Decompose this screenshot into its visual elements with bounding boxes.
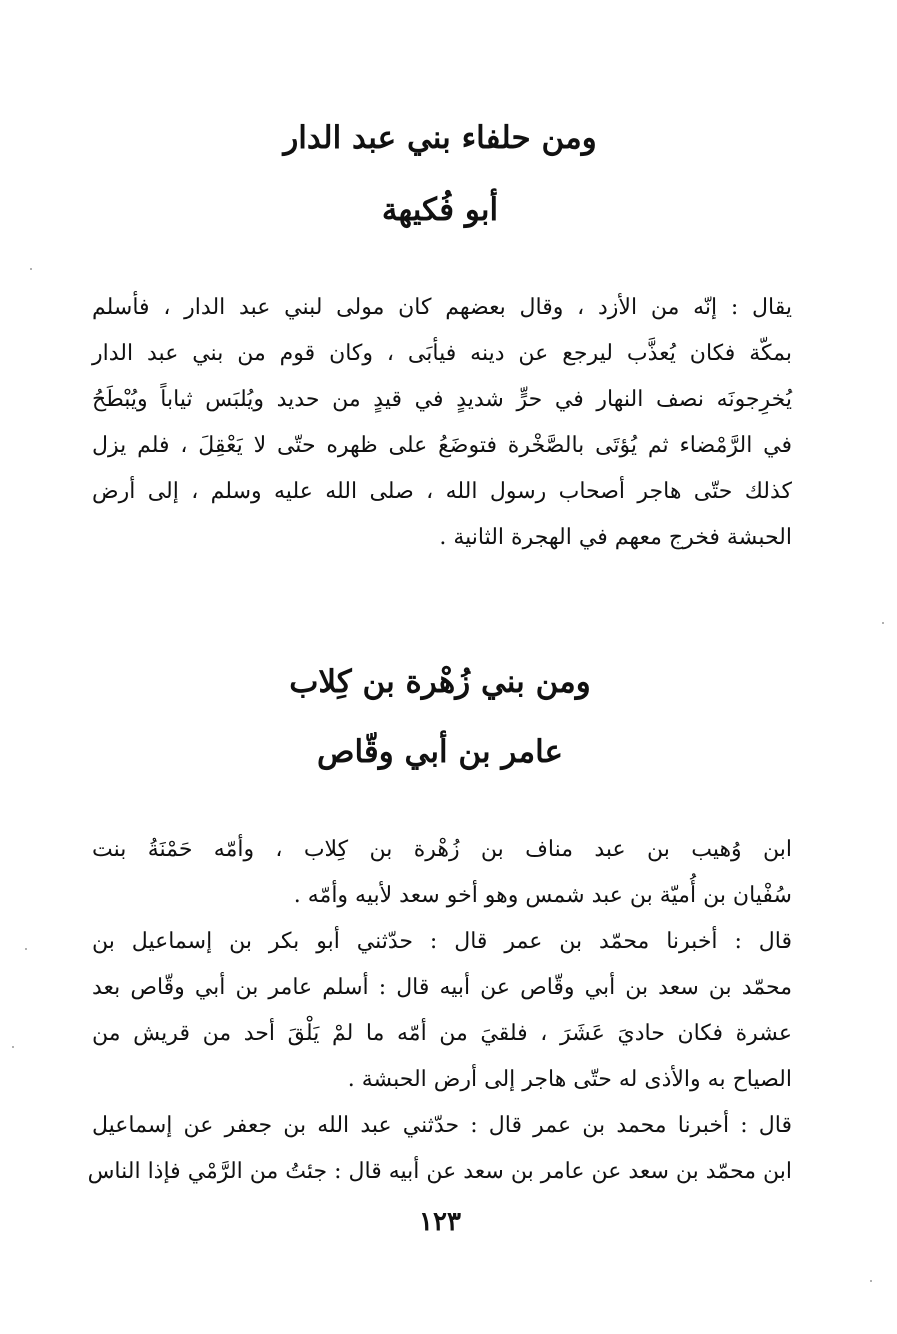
text-line: يقال : إنّه من الأزد ، وقال بعضهم كان مولى لبني عبد الدار ، فأسلم xyxy=(92,295,792,320)
person-name-abu-fukayha: أبو فُكيهة xyxy=(381,192,499,228)
scan-speck xyxy=(882,622,884,624)
text-line: الحبشة فخرج معهم في الهجرة الثانية . xyxy=(439,525,792,550)
section-heading-abd-al-dar-allies: ومن حلفاء بني عبد الدار xyxy=(283,120,597,156)
text-line: عشرة فكان حاديَ عَشَرَ ، فلقيَ من أمّه ما لمْ يَلْقَ أحد من قريش من xyxy=(92,1021,792,1046)
scan-speck xyxy=(870,1280,872,1282)
biography-paragraph-conversion xyxy=(92,919,792,1103)
page-number: ١٢٣ xyxy=(419,1207,461,1237)
text-line: محمّد بن سعد بن أبي وقّاص عن أبيه قال : أسلم عامر بن أبي وقّاص بعد xyxy=(92,975,792,1000)
text-line: يُخرِجونَه نصف النهار في حرٍّ شديدٍ في قيدٍ من حديد ويُلبَس ثياباً ويُبْطَحُ xyxy=(92,387,792,412)
text-line: قال : أخبرنا محمد بن عمر قال : حدّثني عبد الله بن جعفر عن إسماعيل xyxy=(92,1113,792,1138)
text-line: قال : أخبرنا محمّد بن عمر قال : حدّثني أبو بكر بن إسماعيل بن xyxy=(92,929,792,954)
person-name-amir-ibn-abi-waqqas: عامر بن أبي وقّاص xyxy=(316,734,564,770)
text-line: بمكّة فكان يُعذَّب ليرجع عن دينه فيأبَى ، وكان قوم من بني عبد الدار xyxy=(92,341,793,366)
scan-speck xyxy=(25,948,27,950)
text-line: في الرَّمْضاء ثم يُؤتَى بالصَّخْرة فتوضَعُ على ظهره حتّى لا يَعْقِلَ ، فلم يزل xyxy=(92,433,792,458)
biography-paragraph-narration xyxy=(87,1103,792,1195)
text-line: سُفْيان بن أُميّة بن عبد شمس وهو أخو سعد لأبيه وأمّه . xyxy=(293,883,792,908)
text-line: ابن وُهيب بن عبد مناف بن زُهْرة بن كِلاب ، وأمّه حَمْنَةُ بنت xyxy=(92,837,792,862)
text-line: ابن محمّد بن سعد عن عامر بن سعد عن أبيه قال : جئتُ من الرَّمْي فإذا الناس xyxy=(87,1159,792,1184)
biography-paragraph-abu-fukayha xyxy=(92,285,792,561)
text-line: كذلك حتّى هاجر أصحاب رسول الله ، صلى الله عليه وسلم ، إلى أرض xyxy=(92,479,792,504)
scan-speck xyxy=(30,268,32,270)
scan-speck xyxy=(12,1046,14,1048)
text-line: الصياح به والأذى له حتّى هاجر إلى أرض الحبشة . xyxy=(347,1067,792,1092)
section-heading-zuhra-ibn-kilab: ومن بني زُهْرة بن كِلاب xyxy=(289,664,591,700)
biography-paragraph-lineage xyxy=(92,827,792,919)
